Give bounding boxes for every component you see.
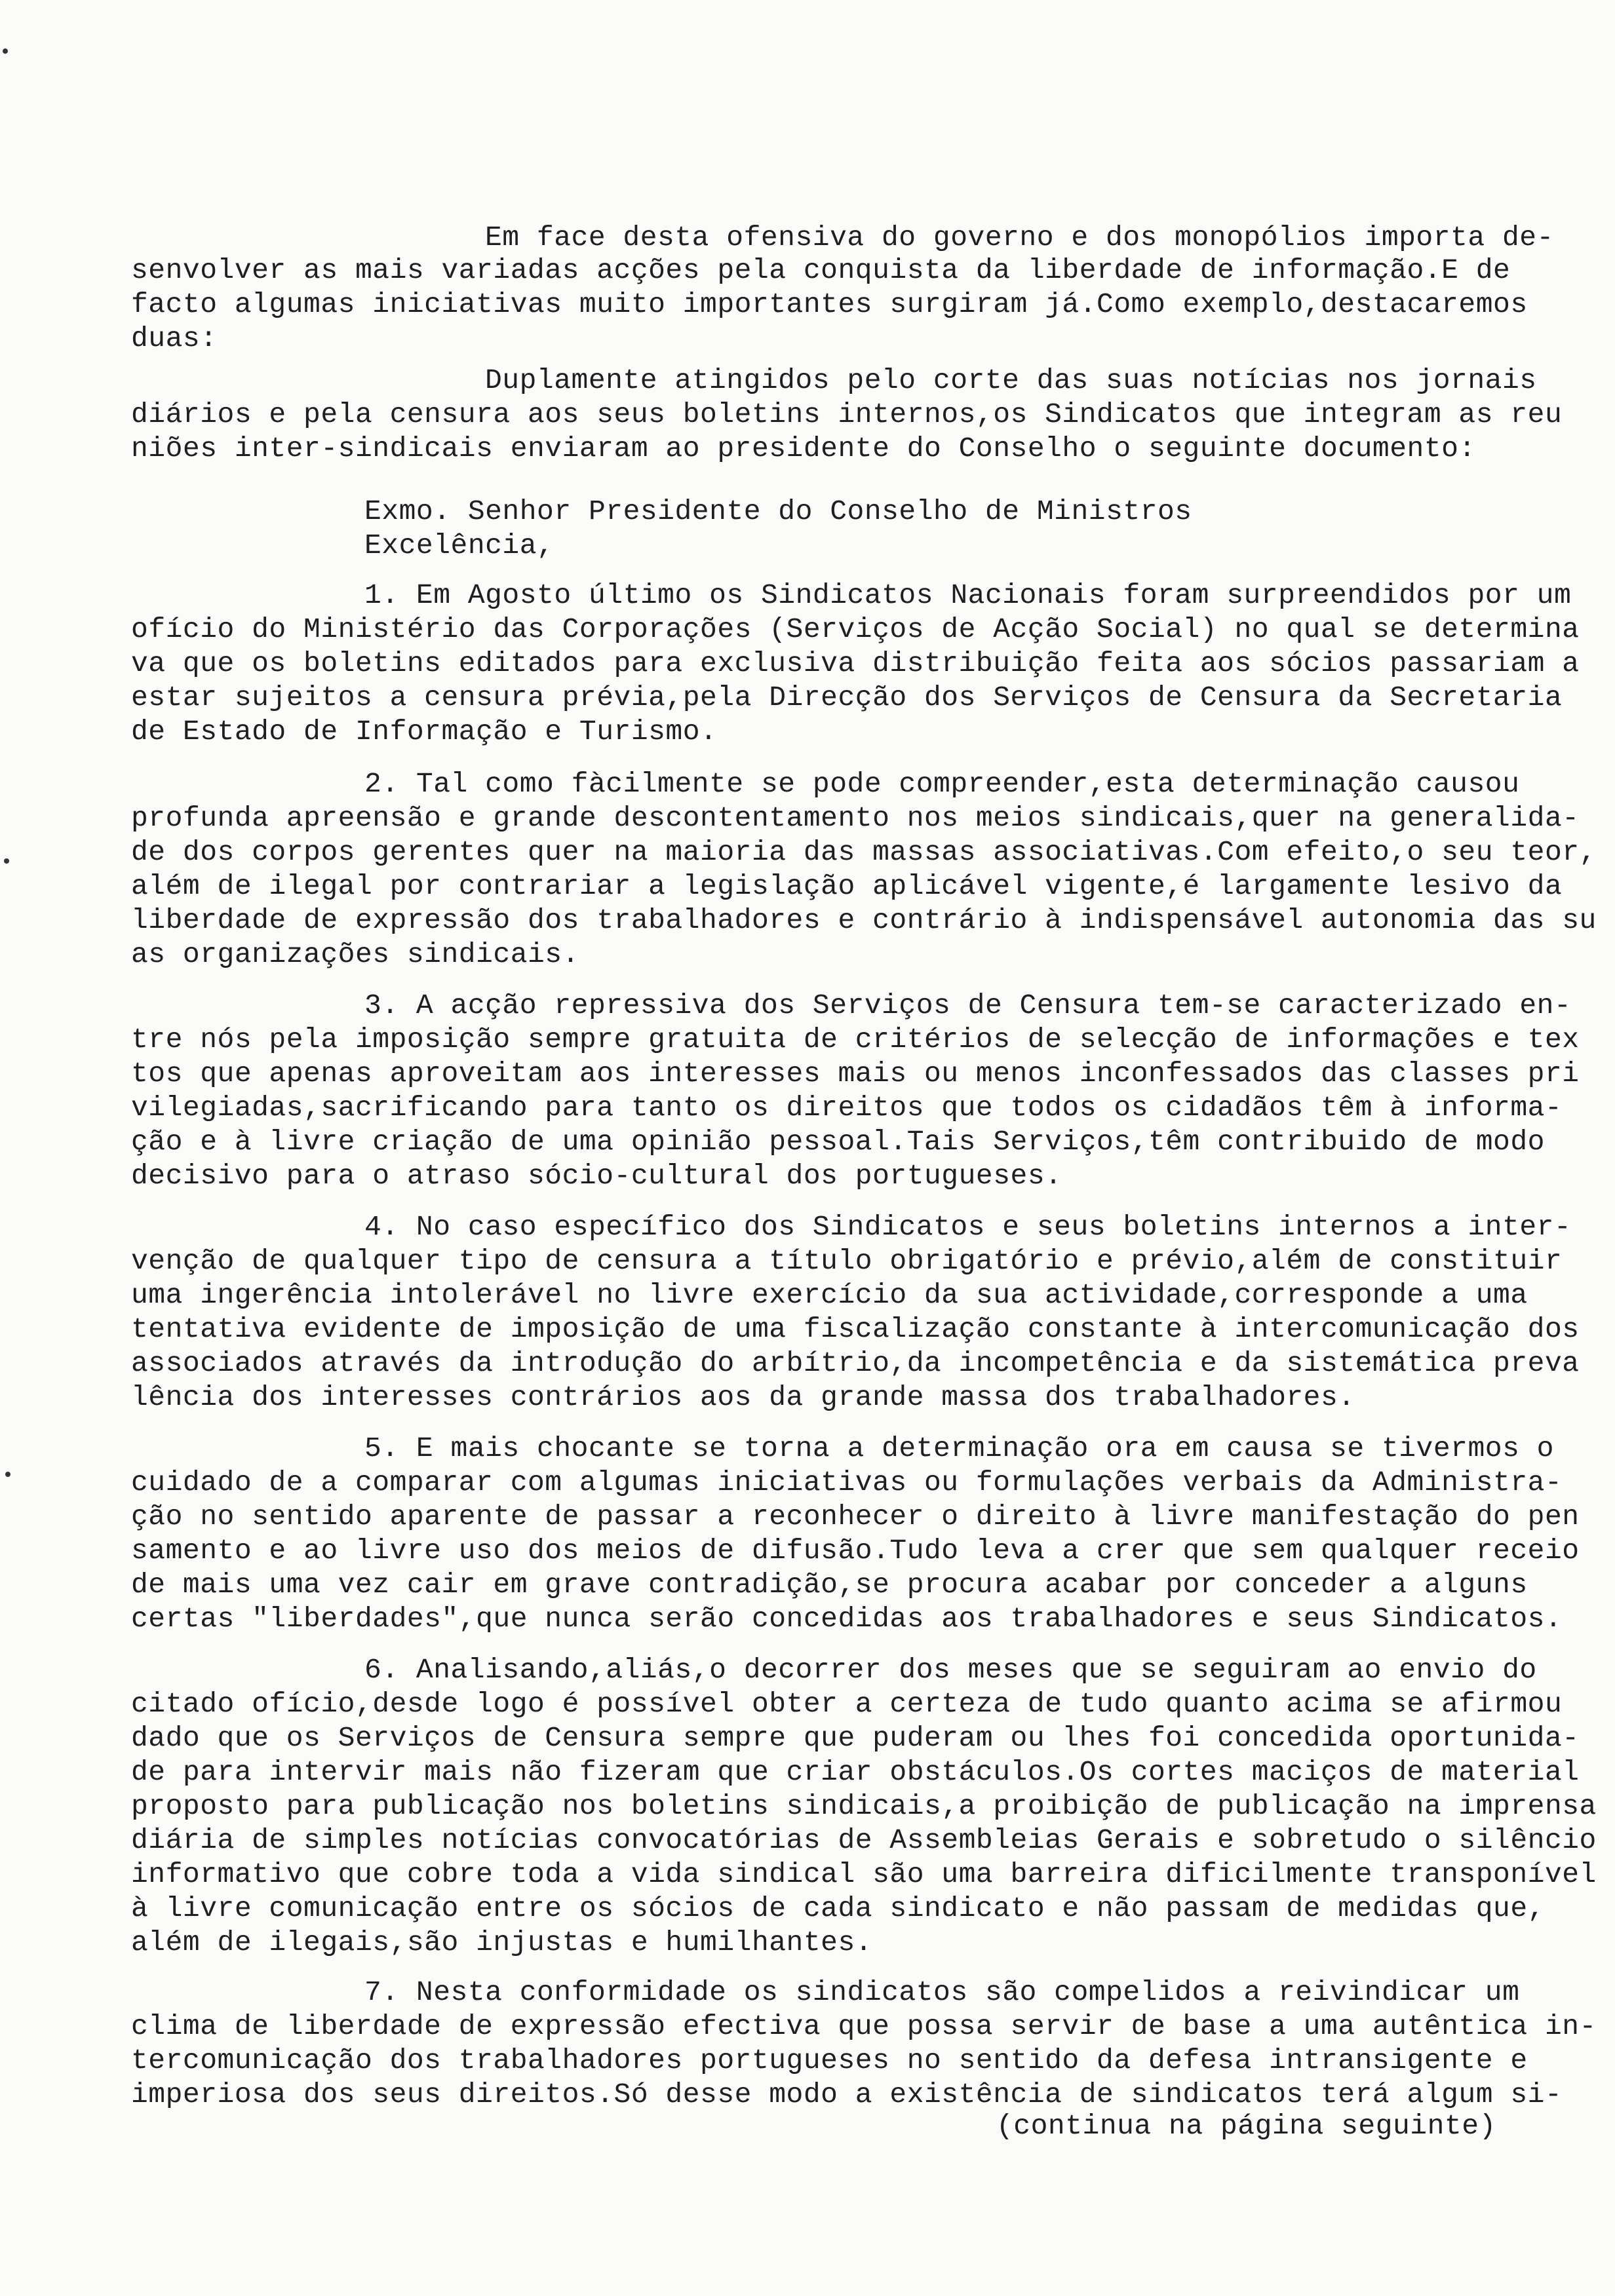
paragraph-line: 3. A acção repressiva dos Serviços de Censura tem-se caracterizado en-	[364, 989, 1572, 1022]
paragraph-line: Duplamente atingidos pelo corte das suas notícias nos jornais	[485, 364, 1537, 396]
paragraph-line: 4. No caso específico dos Sindicatos e seus boletins internos a inter-	[364, 1211, 1572, 1243]
paragraph-line: venção de qualquer tipo de censura a título obrigatório e prévio,além de constituir	[131, 1245, 1563, 1277]
paragraph-line: à livre comunicação entre os sócios de cada sindicato e não passam de medidas que,	[131, 1892, 1545, 1924]
paragraph-line: dado que os Serviços de Censura sempre que puderam ou lhes foi concedida oportunida-	[131, 1722, 1580, 1754]
letter-salutation: Exmo. Senhor Presidente do Conselho de Ministros	[364, 495, 1192, 527]
paragraph-line: proposto para publicação nos boletins sindicais,a proibição de publicação na imprensa	[131, 1790, 1597, 1822]
paragraph-line: ofício do Ministério das Corporações (Serviços de Acção Social) no qual se determina	[131, 613, 1580, 645]
paragraph-line: duas:	[131, 322, 218, 354]
paragraph-line: de mais uma vez cair em grave contradição,se procura acabar por conceder a alguns	[131, 1569, 1528, 1601]
paragraph-line: diários e pela censura aos seus boletins internos,os Sindicatos que integram as reu	[131, 398, 1563, 430]
paragraph-line: facto algumas iniciativas muito importantes surgiram já.Como exemplo,destacaremos	[131, 288, 1528, 320]
paragraph-line: 5. E mais chocante se torna a determinação ora em causa se tivermos o	[364, 1432, 1554, 1464]
paragraph-line: diária de simples notícias convocatórias de Assembleias Gerais e sobretudo o silêncio	[131, 1824, 1597, 1856]
continuation-note: (continua na página seguinte)	[996, 2110, 1496, 2142]
paragraph-line: além de ilegal por contrariar a legislação aplicável vigente,é largamente lesivo da	[131, 870, 1563, 902]
paragraph-line: de para intervir mais não fizeram que criar obstáculos.Os cortes maciços de material	[131, 1756, 1580, 1788]
paragraph-line: va que os boletins editados para exclusiva distribuição feita aos sócios passariam a	[131, 647, 1580, 679]
paragraph-line: de dos corpos gerentes quer na maioria das massas associativas.Com efeito,o seu teor,	[131, 836, 1597, 868]
paragraph-line: 6. Analisando,aliás,o decorrer dos meses que se seguiram ao envio do	[364, 1654, 1537, 1686]
paragraph-line: informativo que cobre toda a vida sindical são uma barreira dificilmente transponível	[131, 1858, 1597, 1890]
paragraph-line: decisivo para o atraso sócio-cultural dos portugueses.	[131, 1160, 1062, 1192]
paragraph-line: lência dos interesses contrários aos da grande massa dos trabalhadores.	[131, 1381, 1355, 1413]
paragraph-line: vilegiadas,sacrificando para tanto os direitos que todos os cidadãos têm à informa-	[131, 1092, 1563, 1124]
paragraph-line: profunda apreensão e grande descontentamento nos meios sindicais,quer na generalida-	[131, 802, 1580, 834]
scan-mark	[3, 48, 8, 54]
paragraph-line: Em face desta ofensiva do governo e dos monopólios importa de-	[485, 221, 1554, 254]
paragraph-line: cuidado de a comparar com algumas iniciativas ou formulações verbais da Administra-	[131, 1466, 1563, 1499]
paragraph-line: senvolver as mais variadas acções pela conquista da liberdade de informação.E de	[131, 254, 1511, 286]
paragraph-line: clima de liberdade de expressão efectiva que possa servir de base a uma autêntica in-	[131, 2010, 1597, 2042]
paragraph-line: liberdade de expressão dos trabalhadores e contrário à indispensável autonomia das su	[131, 904, 1597, 936]
paragraph-line: tercomunicação dos trabalhadores portugueses no sentido da defesa intransigente e	[131, 2044, 1528, 2076]
paragraph-line: 1. Em Agosto último os Sindicatos Nacionais foram surpreendidos por um	[364, 579, 1572, 611]
paragraph-line: citado ofício,desde logo é possível obter a certeza de tudo quanto acima se afirmou	[131, 1688, 1563, 1720]
scan-mark	[4, 858, 9, 864]
paragraph-line: além de ilegais,são injustas e humilhantes.	[131, 1926, 873, 1959]
paragraph-line: imperiosa dos seus direitos.Só desse modo a existência de sindicatos terá algum si-	[131, 2078, 1563, 2111]
paragraph-line: niões inter-sindicais enviaram ao presidente do Conselho o seguinte documento:	[131, 432, 1476, 465]
paragraph-line: 2. Tal como fàcilmente se pode compreender,esta determinação causou	[364, 768, 1520, 800]
paragraph-line: ção no sentido aparente de passar a reconhecer o direito à livre manifestação do pen	[131, 1501, 1580, 1533]
letter-salutation: Excelência,	[364, 529, 555, 562]
paragraph-line: as organizações sindicais.	[131, 938, 579, 970]
paragraph-line: de Estado de Informação e Turismo.	[131, 716, 718, 748]
paragraph-line: tre nós pela imposição sempre gratuita de critérios de selecção de informações e tex	[131, 1024, 1580, 1056]
paragraph-line: samento e ao livre uso dos meios de difusão.Tudo leva a crer que sem qualquer receio	[131, 1535, 1580, 1567]
paragraph-line: tentativa evidente de imposição de uma fiscalização constante à intercomunicação dos	[131, 1313, 1580, 1345]
scan-mark	[5, 1472, 10, 1477]
paragraph-line: uma ingerência intolerável no livre exercício da sua actividade,corresponde a uma	[131, 1279, 1528, 1311]
paragraph-line: estar sujeitos a censura prévia,pela Direcção dos Serviços de Censura da Secretaria	[131, 681, 1563, 714]
paragraph-line: associados através da introdução do arbítrio,da incompetência e da sistemática preva	[131, 1347, 1580, 1379]
paragraph-line: tos que apenas aproveitam aos interesses mais ou menos inconfessados das classes pri	[131, 1058, 1580, 1090]
paragraph-line: 7. Nesta conformidade os sindicatos são compelidos a reivindicar um	[364, 1976, 1520, 2008]
paragraph-line: certas "liberdades",que nunca serão concedidas aos trabalhadores e seus Sindicatos.	[131, 1603, 1563, 1635]
paragraph-line: ção e à livre criação de uma opinião pessoal.Tais Serviços,têm contribuido de modo	[131, 1126, 1545, 1158]
